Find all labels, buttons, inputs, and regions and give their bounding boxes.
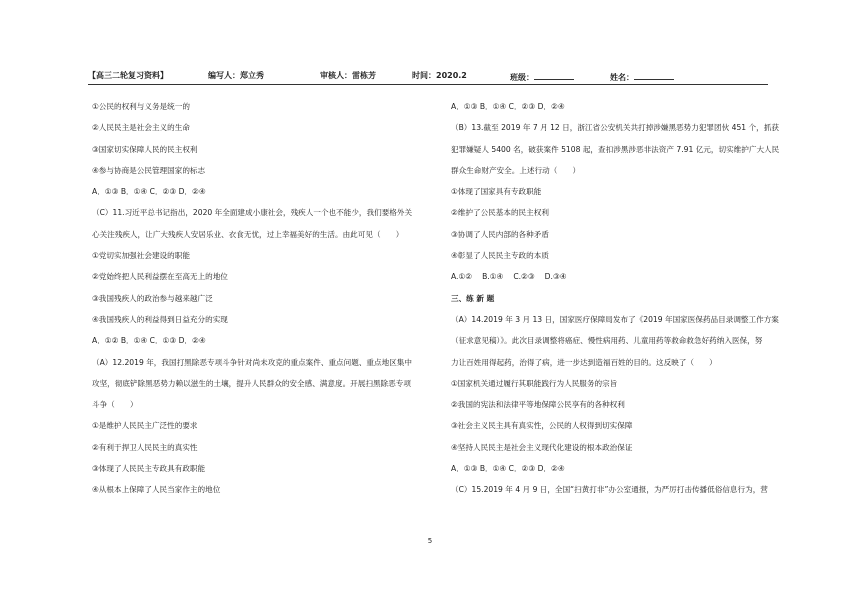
text-line: ②我国的宪法和法律平等地保障公民享有的各种权利: [451, 400, 625, 410]
text-line: ③社会主义民主具有真实性，公民的人权得到切实保障: [451, 421, 633, 431]
text-line: ④从根本上保障了人民当家作主的地位: [92, 485, 221, 495]
doc-title: 【高三二轮复习资料】: [88, 71, 168, 80]
text-line: ④参与协商是公民管理国家的标志: [92, 165, 206, 175]
header-rule: [88, 84, 768, 85]
text-line: 犯罪嫌疑人 5400 名，破获案件 5108 起，查扣涉黑涉恶非法资产 7.91 亿元，切实维护广大人民: [451, 144, 780, 154]
time: 时间：2020.2: [412, 71, 467, 80]
text-line: ①是维护人民民主广泛性的要求: [92, 421, 198, 431]
text-line: 攻坚，彻底铲除黑恶势力赖以滋生的土壤，提升人民群众的安全感、满意度。开展扫黑除恶专项: [92, 378, 411, 388]
text-line: ③协调了人民内部的各种矛盾: [451, 229, 549, 239]
text-line: A．①③ B．①④ C．②③ D．②④: [451, 102, 565, 111]
text-line: （C）15.2019 年 4 月 9 日，全国“扫黄打非”办公室通报，为严厉打击传播低俗信息行为，营: [451, 485, 768, 495]
text-line: ③体现了人民民主专政具有政职能: [92, 464, 206, 474]
text-line: ②党始终把人民利益摆在至高无上的地位: [92, 272, 228, 282]
text-line: 群众生命财产安全。上述行动（ ）: [451, 165, 581, 175]
left-column: [92, 96, 412, 501]
text-line: A．①③ B．①④ C．②③ D．②④: [92, 187, 206, 197]
text-line: ①国家机关通过履行其职能践行为人民服务的宗旨: [451, 378, 618, 388]
text-line: （C）11.习近平总书记指出，2020 年全面建成小康社会，残疾人一个也不能少，我们要格外关: [92, 208, 413, 218]
text-line: ④坚持人民民主是社会主义现代化建设的根本政治保证: [451, 442, 633, 452]
text-line: ①党切实加强社会建设的职能: [92, 251, 190, 261]
text-line: A.①② B.①④ C.②③ D.③④: [451, 272, 567, 282]
text-line: （征求意见稿）》。此次目录调整将癌症、慢性病用药、儿童用药等救命救急好药纳入医保，努: [451, 336, 763, 346]
page-number: 5: [427, 537, 433, 545]
reviewer: 审核人：雷栋芳: [320, 71, 376, 80]
text-line: （B）13.截至 2019 年 7 月 12 日，浙江省公安机关共打掉涉嫌黑恶势力犯罪团伙 451 个，抓获: [451, 123, 779, 133]
class-field: [510, 70, 574, 83]
text-line: ②维护了公民基本的民主权利: [451, 208, 549, 218]
text-line: ③我国残疾人的政治参与越来越广泛: [92, 293, 213, 303]
text-line: ①体现了国家具有专政职能: [451, 187, 542, 197]
section-heading: 三、练 新 题: [451, 293, 495, 303]
text-line: A．①② B．①④ C．①③ D．②④: [92, 336, 206, 346]
author: 编写人：郑立秀: [208, 71, 264, 80]
name-field: [610, 70, 674, 83]
text-line: ②有利于捍卫人民民主的真实性: [92, 442, 198, 452]
page-header: [88, 70, 768, 84]
text-line: ②人民民主是社会主义的生命: [92, 123, 190, 133]
text-line: 心关注残疾人，让广大残疾人安居乐业、衣食无忧，过上幸福美好的生活。由此可见（ ）: [92, 229, 404, 239]
class-blank: [534, 70, 574, 80]
name-blank: [634, 70, 674, 80]
text-line: ④我国残疾人的利益得到日益充分的实现: [92, 314, 228, 324]
text-line: ④彰显了人民民主专政的本质: [451, 251, 549, 261]
class-label: 班级：: [510, 73, 534, 82]
text-line: ①公民的权利与义务是统一的: [92, 102, 190, 111]
text-line: ③国家切实保障人民的民主权利: [92, 144, 198, 154]
text-line: 力让百姓用得起药，治得了病，进一步达到造福百姓的目的。这反映了（ ）: [451, 357, 717, 367]
text-line: （A）14.2019 年 3 月 13 日，国家医疗保障局发布了《2019 年国家医保药品目录调整工作方案: [451, 314, 779, 324]
text-line: A．①③ B．①④ C．②③ D．②④: [451, 464, 565, 474]
name-label: 姓名：: [610, 73, 634, 82]
right-column: [451, 96, 780, 501]
text-line: （A）12.2019 年，我国打黑除恶专项斗争针对尚未攻克的重点案件、重点问题、重点地区集中: [92, 357, 412, 367]
text-line: 斗争（ ）: [92, 400, 138, 410]
